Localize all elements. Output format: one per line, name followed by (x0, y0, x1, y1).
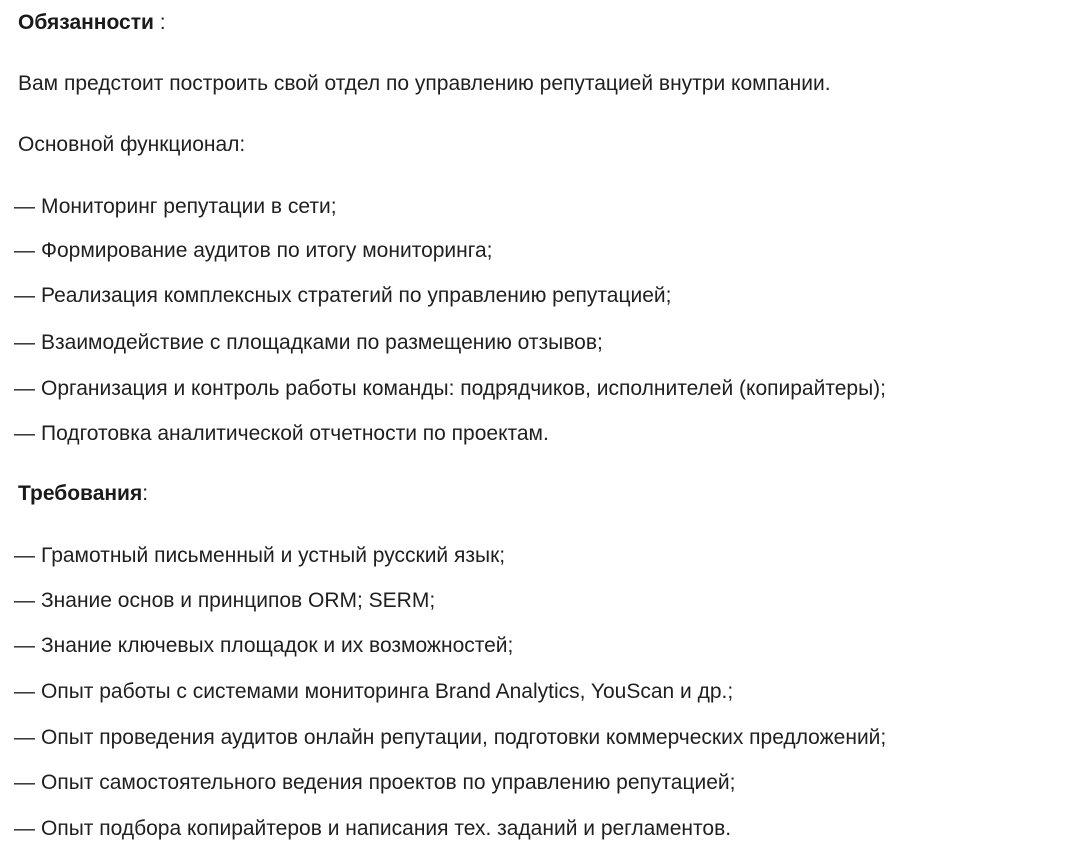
requirement-item-6 (14, 770, 735, 796)
dash-mark: — (14, 284, 35, 307)
duty-item-text: Подготовка аналитической отчетности по проектам. (41, 422, 549, 445)
duties-intro: Вам предстоит построить свой отдел по управлению репутацией внутри компании. (18, 72, 831, 95)
dash-mark: — (14, 544, 35, 567)
requirements-heading (18, 481, 148, 507)
requirement-item-2 (14, 588, 435, 614)
duty-item-2 (14, 238, 492, 264)
requirements-heading-text: Требования (18, 482, 143, 505)
duties-heading-suffix: : (153, 11, 166, 34)
requirement-item-text: Опыт работы с системами мониторинга Brand Analytics, YouScan и др.; (41, 680, 734, 703)
dash-mark: — (14, 726, 35, 749)
requirement-item-4 (14, 679, 733, 705)
requirement-item-7 (14, 816, 731, 842)
requirement-item-1 (14, 543, 505, 569)
requirement-item-text: Знание основ и принципов ORM; SERM; (41, 589, 436, 612)
requirement-item-5 (14, 725, 886, 751)
dash-mark: — (14, 589, 35, 612)
dash-mark: — (14, 817, 35, 840)
dash-mark: — (14, 331, 35, 354)
duty-item-5 (14, 376, 886, 402)
requirement-item-text: Опыт подбора копирайтеров и написания тех. заданий и регламентов. (41, 817, 732, 840)
dash-mark: — (14, 680, 35, 703)
dash-mark: — (14, 771, 35, 794)
duty-item-text: Мониторинг репутации в сети; (41, 195, 337, 218)
duty-item-1 (14, 194, 337, 220)
dash-mark: — (14, 634, 35, 657)
duties-subheading: Основной функционал: (18, 133, 246, 156)
duties-heading (18, 10, 166, 36)
requirements-heading-suffix: : (142, 482, 149, 505)
duty-item-text: Взаимодействие с площадками по размещению отзывов; (41, 331, 603, 354)
dash-mark: — (14, 195, 35, 218)
duty-item-text: Формирование аудитов по итогу мониторинга; (41, 239, 493, 262)
requirement-item-text: Опыт самостоятельного ведения проектов по управлению репутацией; (41, 771, 736, 794)
duty-item-6 (14, 421, 549, 447)
requirement-item-text: Знание ключевых площадок и их возможностей; (41, 634, 514, 657)
dash-mark: — (14, 422, 35, 445)
dash-mark: — (14, 377, 35, 400)
duty-item-4 (14, 330, 603, 356)
requirement-item-text: Опыт проведения аудитов онлайн репутации, подготовки коммерческих предложений; (41, 726, 887, 749)
requirement-item-text: Грамотный письменный и устный русский язык; (41, 544, 506, 567)
dash-mark: — (14, 239, 35, 262)
requirement-item-3 (14, 633, 513, 659)
duty-item-3 (14, 283, 671, 309)
duties-heading-text: Обязанности (18, 11, 154, 34)
duty-item-text: Реализация комплексных стратегий по управлению репутацией; (41, 284, 672, 307)
duty-item-text: Организация и контроль работы команды: подрядчиков, исполнителей (копирайтеры); (41, 377, 887, 400)
